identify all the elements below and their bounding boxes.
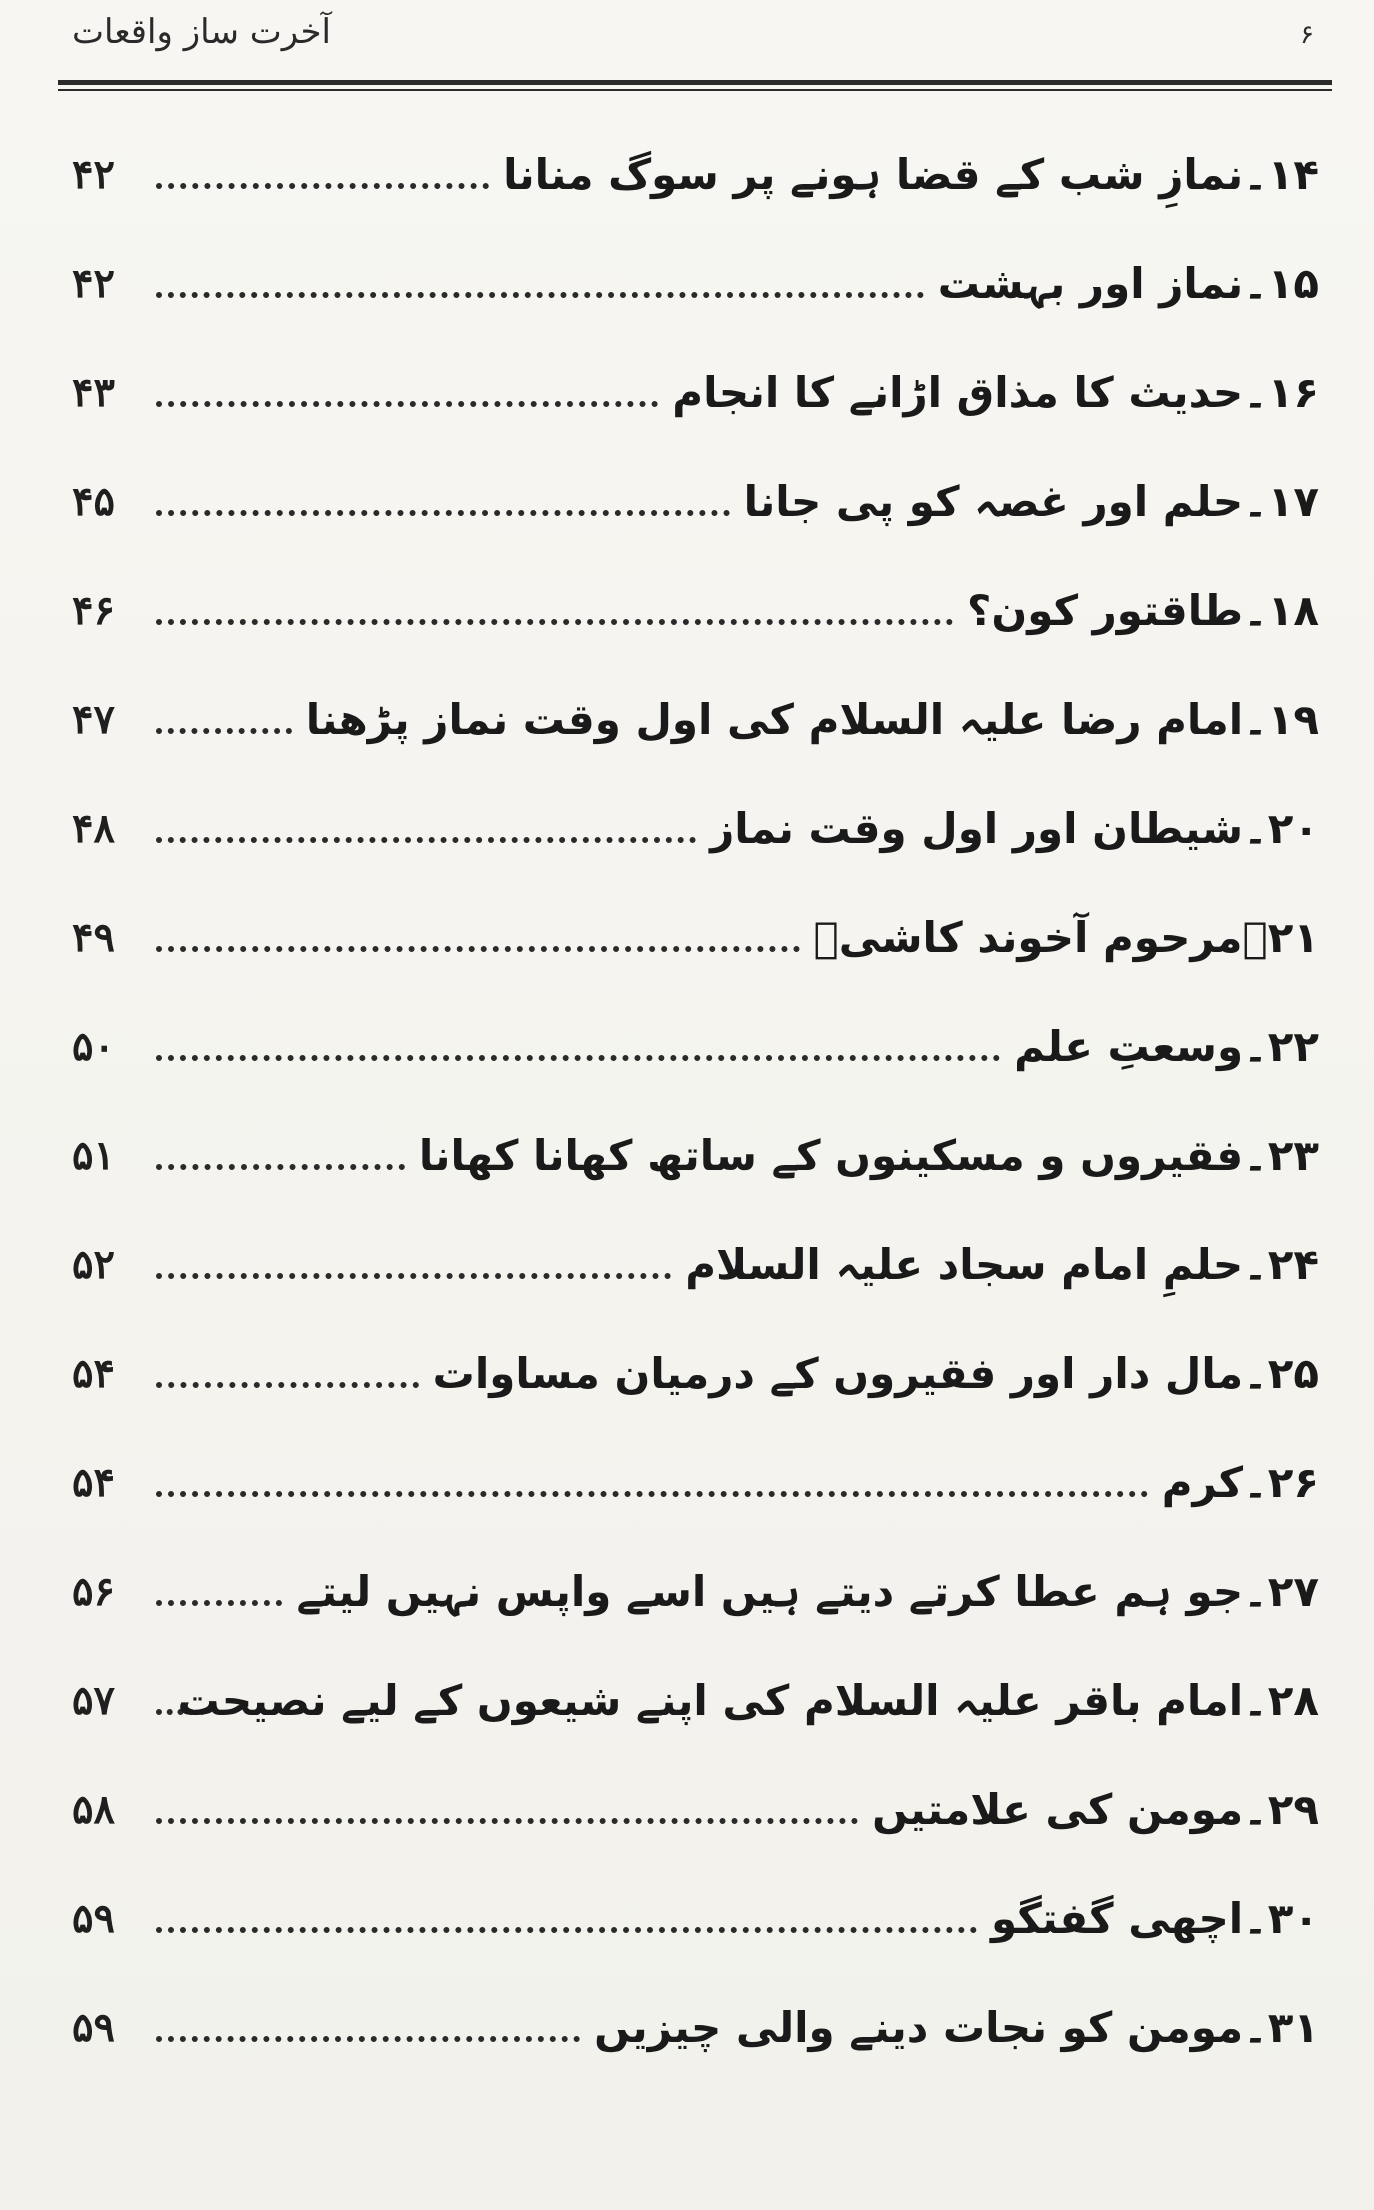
toc-entry bbox=[72, 1101, 1319, 1210]
toc-page-number: ۴۷ bbox=[72, 696, 115, 743]
running-header bbox=[58, 8, 1332, 98]
toc-leader-dots bbox=[156, 1164, 405, 1170]
toc-entry bbox=[72, 338, 1319, 447]
toc-leader-dots bbox=[156, 619, 953, 625]
toc-leader-dots bbox=[156, 1491, 1148, 1497]
toc-title: ۲۳۔فقیروں و مسکینوں کے ساتھ کھانا کھانا bbox=[418, 1131, 1319, 1180]
toc-entry bbox=[72, 1319, 1319, 1428]
toc-entry bbox=[72, 992, 1319, 1101]
toc-entry bbox=[72, 883, 1319, 992]
toc-title: ۲۷۔جو ہم عطا کرتے دیتے ہیں اسے واپس نہیں لیتے bbox=[296, 1567, 1319, 1616]
toc-leader-dots bbox=[156, 1382, 419, 1388]
toc-page-number: ۵۲ bbox=[72, 1241, 115, 1288]
toc-page-number: ۴۵ bbox=[72, 478, 115, 525]
toc-title: ۳۰۔اچھی گفتگو bbox=[991, 1894, 1319, 1943]
toc-page-number: ۴۲ bbox=[72, 151, 115, 198]
toc-entry bbox=[72, 665, 1319, 774]
toc-entry bbox=[72, 1210, 1319, 1319]
toc-entry bbox=[72, 1755, 1319, 1864]
toc-title: ۱۹۔امام رضا علیہ السلام کی اول وقت نماز پڑھنا bbox=[305, 695, 1319, 744]
toc-title: ۱۴۔نمازِ شب کے قضا ہونے پر سوگ منانا bbox=[503, 150, 1319, 199]
toc-leader-dots bbox=[156, 946, 800, 952]
toc-entry bbox=[72, 774, 1319, 883]
page-number: ۶ bbox=[1300, 20, 1314, 50]
toc-title: ۲۸۔امام باقر علیہ السلام کی اپنے شیعوں کے لیے نصیحت bbox=[177, 1676, 1319, 1725]
toc-entry bbox=[72, 1537, 1319, 1646]
toc-page-number: ۵۹ bbox=[72, 2004, 115, 2051]
toc-title: ۱۵۔نماز اور بہشت bbox=[937, 259, 1319, 308]
toc-page-number: ۴۶ bbox=[72, 587, 115, 634]
toc-page-number: ۵۶ bbox=[72, 1568, 115, 1615]
toc-page-number: ۵۴ bbox=[72, 1350, 115, 1397]
toc-page-number: ۵۸ bbox=[72, 1786, 115, 1833]
toc-page-number: ۵۹ bbox=[72, 1895, 115, 1942]
toc-page-number: ۵۷ bbox=[72, 1677, 115, 1724]
toc-entry bbox=[72, 1646, 1319, 1755]
toc-entry bbox=[72, 1428, 1319, 1537]
toc-leader-dots bbox=[156, 2036, 580, 2042]
toc-title: ۲۵۔مال دار اور فقیروں کے درمیان مساوات bbox=[432, 1349, 1319, 1398]
toc-page-number: ۴۸ bbox=[72, 805, 115, 852]
header-rule-thin bbox=[58, 89, 1332, 91]
toc-title: ۲۱۔مرحوم آخوند کاشیؒ bbox=[813, 913, 1319, 962]
toc-page-number: ۴۳ bbox=[72, 369, 115, 416]
toc-title: ۲۴۔حلمِ امام سجاد علیہ السلام bbox=[685, 1240, 1319, 1289]
toc-entry bbox=[72, 120, 1319, 229]
toc-title: ۱۷۔حلم اور غصہ کو پی جانا bbox=[743, 477, 1319, 526]
toc-leader-dots bbox=[156, 1818, 858, 1824]
toc-leader-dots bbox=[156, 837, 696, 843]
toc-title: ۲۹۔مومن کی علامتیں bbox=[872, 1785, 1319, 1834]
toc-leader-dots bbox=[156, 1273, 671, 1279]
toc-entry bbox=[72, 556, 1319, 665]
toc-leader-dots bbox=[156, 401, 658, 407]
book-title: آخرت ساز واقعات bbox=[72, 12, 332, 52]
toc-entry bbox=[72, 1864, 1319, 1973]
toc-title: ۲۰۔شیطان اور اول وقت نماز bbox=[710, 804, 1319, 853]
toc-page-number: ۵۴ bbox=[72, 1459, 115, 1506]
toc-leader-dots bbox=[156, 510, 730, 516]
toc-entry bbox=[72, 447, 1319, 556]
toc-leader-dots bbox=[156, 1600, 282, 1606]
toc-title: ۱۸۔طاقتور کون؟ bbox=[967, 586, 1319, 635]
toc-page-number: ۴۹ bbox=[72, 914, 115, 961]
toc-entry bbox=[72, 1973, 1319, 2082]
toc-page-number: ۵۱ bbox=[72, 1132, 115, 1179]
toc-leader-dots bbox=[156, 1055, 1000, 1061]
toc-leader-dots bbox=[156, 1927, 977, 1933]
header-rule-thick bbox=[58, 80, 1332, 85]
table-of-contents bbox=[72, 120, 1319, 2082]
toc-entry bbox=[72, 229, 1319, 338]
toc-title: ۳۱۔مومن کو نجات دینے والی چیزیں bbox=[594, 2003, 1319, 2052]
toc-leader-dots bbox=[156, 728, 292, 734]
toc-leader-dots bbox=[156, 183, 489, 189]
toc-title: ۲۲۔وسعتِ علم bbox=[1014, 1022, 1319, 1071]
toc-page-number: ۵۰ bbox=[72, 1023, 115, 1070]
toc-page-number: ۴۲ bbox=[72, 260, 115, 307]
toc-title: ۲۶۔کرم bbox=[1161, 1458, 1319, 1507]
toc-title: ۱۶۔حدیث کا مذاق اڑانے کا انجام bbox=[672, 368, 1319, 417]
toc-leader-dots bbox=[156, 292, 924, 298]
